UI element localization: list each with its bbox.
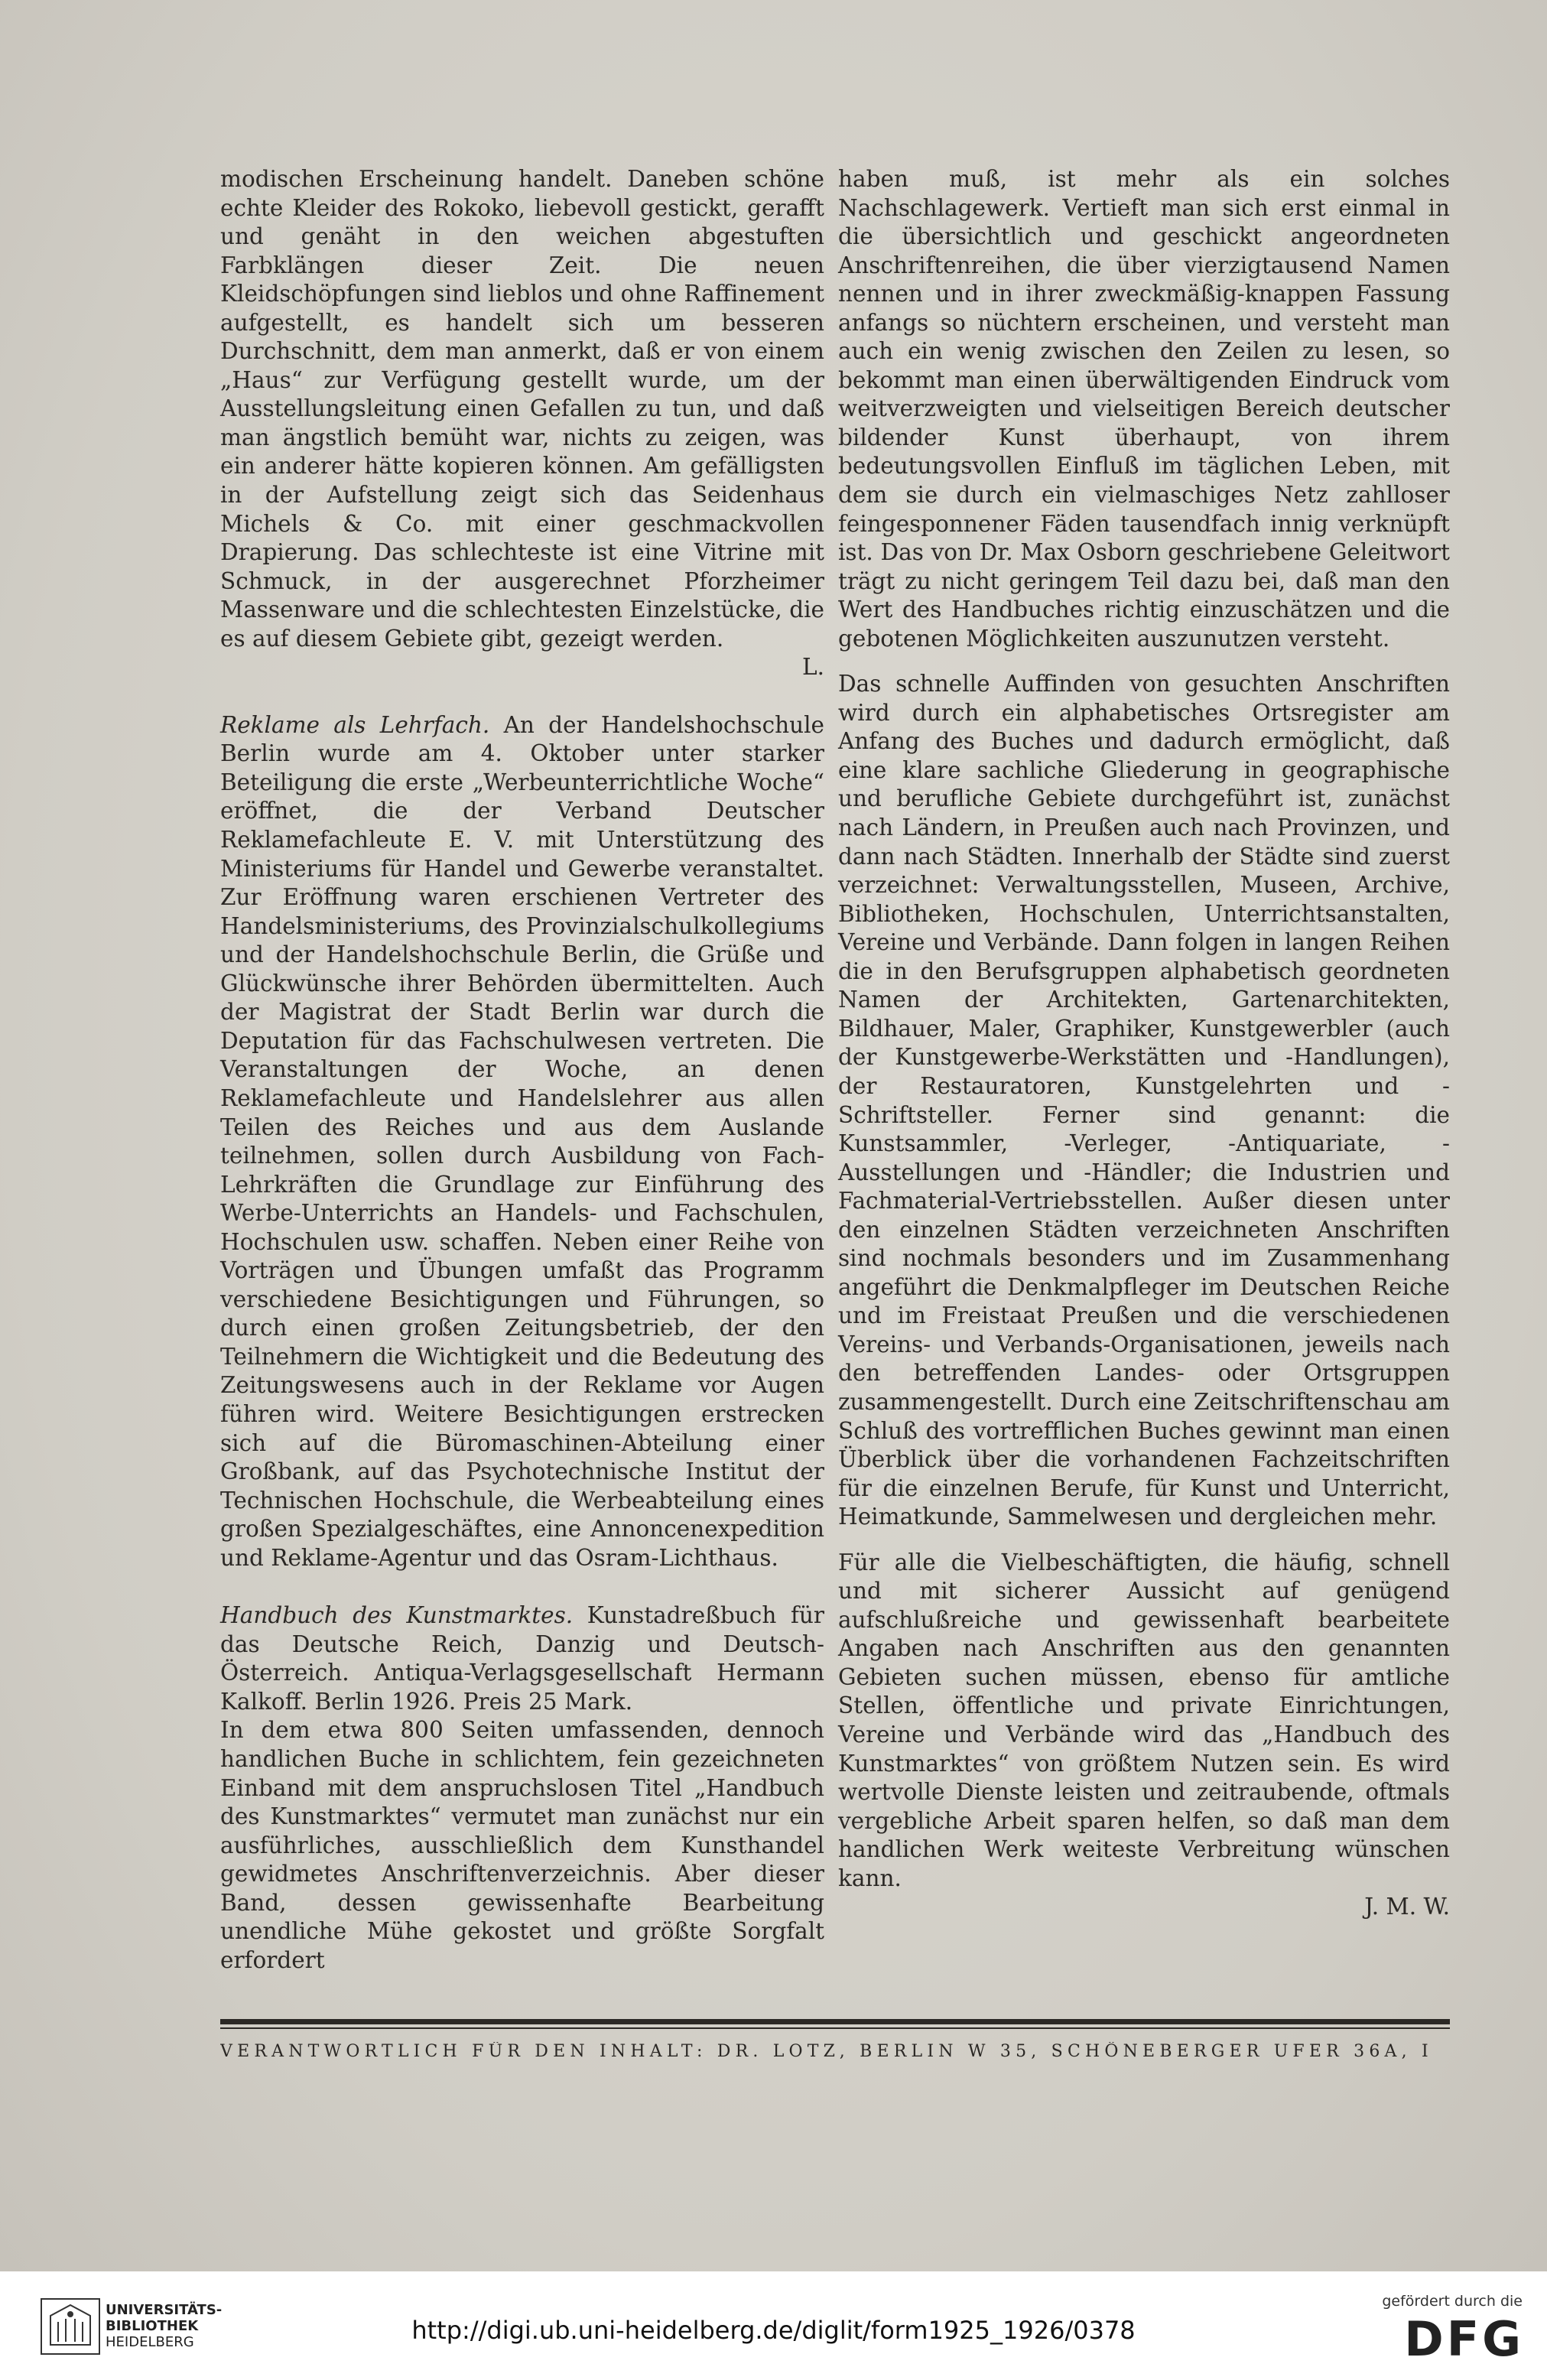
viewer-footer <box>0 2271 1547 2380</box>
paragraph-fashion-review <box>220 165 824 653</box>
paragraph-text: Für alle die Vielbeschäftigten, die häufig, schnell und mit sicherer Aussicht auf genügend aufschlußreiche und gewissenhaft bearbeitete Angaben nach Anschriften aus den genannten Gebieten suchen müssen, ebenso für amtliche Stellen, öffentliche und private Einrichtungen, Vereine und Verbände wird das „Handbuch des Kunstmarktes“ von größtem Nutzen sein. Es wird wertvolle Dienste leisten und zeitraubende, oftmals vergebliche Arbeit sparen helfen, so daß man dem handlichen Werk weiteste Verbreitung wünschen kann. <box>838 1549 1450 1891</box>
paragraph-text: modischen Erscheinung handelt. Daneben schöne echte Kleider des Rokoko, liebevoll gestickt, gerafft und genäht in den weichen abgestuften Farbklängen dieser Zeit. Die neuen Kleidschöpfungen sind lieblos und ohne Raffinement aufgestellt, es handelt sich um besseren Durchschnitt, dem man anmerkt, daß er von einem „Haus“ zur Verfügung gestellt wurde, um der Ausstellungsleitung einen Gefallen zu tun, und daß man ängstlich bemüht war, nichts zu zeigen, was ein anderer hätte kopieren können. Am gefälligsten in der Aufstellung zeigt sich das Seidenhaus Michels & Co. mit einer geschmackvollen Drapierung. Das schlechteste ist eine Vitrine mit Schmuck, in der ausgerechnet Pforzheimer Massenware und die schlechtesten Einzelstücke, die es auf diesem Gebiete gibt, gezeigt werden. <box>220 166 824 652</box>
paragraph-handbuch-body <box>220 1716 824 1975</box>
signature-row <box>220 653 824 682</box>
library-name-line: UNIVERSITÄTS- <box>106 2302 223 2318</box>
author-signature-left: L. <box>802 654 824 681</box>
paragraph-reklame <box>220 711 824 1572</box>
library-name-line: HEIDELBERG <box>106 2334 194 2350</box>
library-name-line: BIBLIOTHEK <box>106 2318 199 2334</box>
divider-rule-thin <box>220 2027 1450 2029</box>
paragraph-text: Kunstadreßbuch für das Deutsche Reich, Danzig und Deutsch-Österreich. Antiqua-Verlagsgesellschaft Hermann Kalkoff. Berlin 1926. Preis 25 Mark. <box>220 1602 824 1715</box>
paragraph-right-2 <box>838 670 1450 1531</box>
imprint-line: VERANTWORTLICH FÜR DEN INHALT: DR. LOTZ, BERLIN W 35, SCHÖNEBERGER UFER 36A, I <box>220 2042 1433 2061</box>
paragraph-text: haben muß, ist mehr als ein solches Nachschlagewerk. Vertieft man sich erst einmal in die übersichtlich und geschickt angeordneten Anschriftenreihen, die über vierzigtausend Namen nennen und in ihrer zweckmäßig-knappen Fassung anfangs so nüchtern erscheinen, und versteht man auch ein wenig zwischen den Zeilen zu lesen, so bekommt man einen überwältigenden Eindruck vom weitverzweigten und vielseitigen Bereich deutscher bildender Kunst überhaupt, von ihrem bedeutungsvollen Einfluß im täglichen Leben, mit dem sie durch ein vielmaschiges Netz zahlloser feingesponnener Fäden tausendfach innig verknüpft ist. Das von Dr. Max Osborn geschriebene Geleitwort trägt zu nicht geringem Teil dazu bei, daß man den Wert des Handbuches richtig einzuschätzen und die gebotenen Möglichkeiten auszunutzen versteht. <box>838 166 1450 652</box>
paragraph-right-3 <box>838 1549 1450 1894</box>
signature-row <box>838 1893 1450 1922</box>
author-signature-right: J. M. W. <box>1364 1894 1450 1920</box>
funding-caption: gefördert durch die <box>1382 2293 1523 2310</box>
right-column <box>838 165 1450 1922</box>
section-heading-handbuch: Handbuch des Kunstmarktes. <box>220 1602 574 1629</box>
left-column <box>220 165 824 1975</box>
paragraph-right-1 <box>838 165 1450 653</box>
paragraph-text: Das schnelle Auffinden von gesuchten Anschriften wird durch ein alphabetisches Ortsregister am Anfang des Buches und dadurch ermöglicht, daß eine klare sachliche Gliederung in geographische und berufliche Gebiete durchgeführt ist, zunächst nach Ländern, in Preußen auch nach Provinzen, und dann nach Städten. Innerhalb der Städte sind zuerst verzeichnet: Verwaltungsstellen, Museen, Archive, Bibliotheken, Hochschulen, Unterrichtsanstalten, Vereine und Verbände. Dann folgen in langen Reihen die in den Berufsgruppen alphabetisch geordneten Namen der Architekten, Gartenarchitekten, Bildhauer, Maler, Graphiker, Kunstgewerbler (auch der Kunstgewerbe-Werkstätten und -Handlungen), der Restauratoren, Kunstgelehrten und -Schriftsteller. Ferner sind genannt: die Kunstsammler, -Verleger, -Antiquariate, -Ausstellungen und -Händler; die Industrien und Fachmaterial-Vertriebsstellen. Außer diesen unter den einzelnen Städten verzeichneten Anschriften sind nochmals besonders und im Zusammenhang angeführt die Denkmalpfleger im Deutschen Reiche und im Freistaat Preußen und die verschiedenen Vereins- und Verbands-Organisationen, jeweils nach den betreffenden Landes- oder Ortsgruppen zusammengestellt. Durch eine Zeitschriftenschau am Schluß des vortrefflichen Buches gewinnt man einen Überblick über die vorhandenen Fachzeitschriften für die einzelnen Berufe, für Kunst und Unterricht, Heimatkunde, Sammelwesen und dergleichen mehr. <box>838 671 1450 1530</box>
section-heading-reklame: Reklame als Lehrfach. <box>220 711 490 738</box>
divider-rule-thick <box>220 2019 1450 2024</box>
paragraph-text: An der Handelshochschule Berlin wurde am 4. Oktober unter starker Beteiligung die erste „Werbeunterrichtliche Woche“ eröffnet, die der Verband Deutscher Reklamefachleute E. V. mit Unterstützung des Ministeriums für Handel und Gewerbe veranstaltet. Zur Eröffnung waren erschienen Vertreter des Handelsministeriums, des Provinzialschulkollegiums und der Handelshochschule Berlin, die Grüße und Glückwünsche ihrer Behörden übermittelten. Auch der Magistrat der Stadt Berlin war durch die Deputation für das Fachschulwesen vertreten. Die Veranstaltungen der Woche, an denen Reklamefachleute und Handelslehrer aus allen Teilen des Reiches und aus dem Auslande teilnehmen, sollen durch Ausbildung von Fach-Lehrkräften die Grundlage zur Einführung des Werbe-Unterrichts an Handels- und Fachschulen, Hochschulen usw. schaffen. Neben einer Reihe von Vorträgen und Übungen umfaßt das Programm verschiedene Besichtigungen und Führungen, so durch einen großen Zeitungsbetrieb, der den Teilnehmern die Wichtigkeit und die Bedeutung des Zeitungswesens auch in der Reklame vor Augen führen wird. Weitere Besichtigungen erstrecken sich auf die Büromaschinen-Abteilung einer Großbank, auf das Psychotechnische Institut der Technischen Hochschule, die Werbeabteilung eines großen Spezialgeschäftes, eine Annoncenexpedition und Reklame-Agentur und das Osram-Lichthaus. <box>220 711 824 1571</box>
paragraph-text: In dem etwa 800 Seiten umfassenden, dennoch handlichen Buche in schlichtem, fein gezeichneten Einband mit dem anspruchslosen Titel „Handbuch des Kunstmarktes“ vermutet man zunächst nur ein ausführliches, ausschließlich dem Kunsthandel gewidmetes Anschriftenverzeichnis. Aber dieser Band, dessen gewissenhafte Bearbeitung unendliche Mühe gekostet und größte Sorgfalt erfordert <box>220 1717 824 1973</box>
dfg-logo: DFG <box>1404 2311 1524 2367</box>
paragraph-handbuch-intro <box>220 1601 824 1716</box>
permalink-url[interactable]: http://digi.ub.uni-heidelberg.de/diglit/form1925_1926/0378 <box>411 2316 1136 2345</box>
